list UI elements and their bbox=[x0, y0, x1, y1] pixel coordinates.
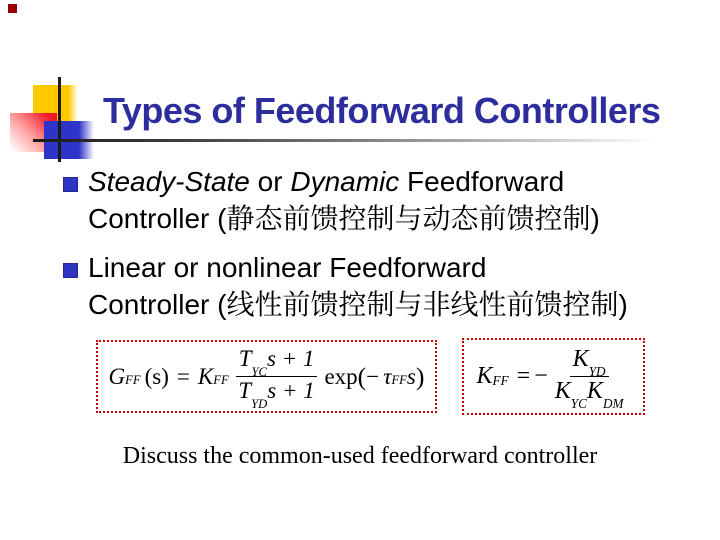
bullet-2-line2-chinese: 线性前馈控制与非线性前馈控制 bbox=[226, 290, 619, 321]
bullet-1-tail: Feedforward bbox=[399, 166, 565, 197]
formula-kff bbox=[476, 346, 631, 412]
bullet-1-or: or bbox=[249, 166, 291, 197]
formula2-K: K bbox=[476, 363, 493, 389]
bullet-2-line2-en: Controller ( bbox=[88, 289, 227, 320]
formula-box-gain bbox=[462, 338, 645, 415]
formula1-denominator bbox=[238, 377, 315, 412]
formula2-den-K2: K bbox=[586, 378, 603, 404]
bullet-1-line2-chinese: 静态前馈控制与动态前馈控制 bbox=[226, 204, 591, 235]
bullet-2 bbox=[88, 249, 708, 324]
formula1-fraction bbox=[236, 345, 318, 412]
formula-box-transfer-function bbox=[96, 340, 437, 413]
formula1-den-T-sub: YD bbox=[251, 397, 268, 412]
formula1-num-T-sub: YC bbox=[251, 364, 267, 379]
discussion-caption: Discuss the common-used feedforward controller bbox=[122, 443, 598, 469]
formula2-minus: − bbox=[534, 363, 548, 389]
title-underline-rule bbox=[33, 139, 683, 142]
formula1-num-T: T bbox=[238, 345, 252, 371]
formula1-minus: − bbox=[366, 363, 380, 389]
formula2-den-K1-sub: YC bbox=[570, 396, 587, 412]
formula1-tau: τ bbox=[383, 363, 392, 389]
formula2-num-K-sub: YD bbox=[588, 364, 606, 380]
formula2-equals: = bbox=[516, 363, 531, 389]
formula1-den-tail: s + 1 bbox=[267, 378, 315, 403]
bullet-1 bbox=[88, 163, 708, 238]
formula-gff bbox=[108, 345, 425, 412]
formula1-G-sub: FF bbox=[125, 373, 141, 388]
formula1-K-sub: FF bbox=[213, 373, 229, 388]
formula1-exp: exp bbox=[324, 363, 358, 389]
bullet-1-term-steady-state: Steady-State bbox=[88, 166, 250, 197]
bullet-2-line1: Linear or nonlinear Feedforward bbox=[88, 252, 487, 283]
bullet-2-line2-close: ) bbox=[618, 289, 628, 320]
formula2-K-sub: FF bbox=[492, 373, 509, 389]
formula1-equals: = bbox=[176, 363, 190, 389]
formula2-numerator bbox=[570, 346, 609, 380]
formula1-K: K bbox=[197, 363, 214, 389]
formula2-fraction bbox=[554, 346, 624, 412]
formula1-den-T: T bbox=[238, 378, 252, 403]
bullet-1-term-dynamic: Dynamic bbox=[290, 166, 400, 197]
formula2-den-K1: K bbox=[554, 378, 571, 404]
formula1-arg: (s) bbox=[144, 363, 169, 389]
formula1-num-tail: s + 1 bbox=[266, 345, 315, 371]
corner-red-square-icon bbox=[8, 4, 17, 13]
bullet-1-line2-close: ) bbox=[590, 203, 600, 234]
bullet-marker-1 bbox=[63, 177, 78, 192]
formula1-s: s bbox=[406, 363, 416, 389]
formula2-num-K: K bbox=[572, 346, 589, 373]
formula1-open-paren: ( bbox=[357, 361, 367, 391]
bullet-1-line2-en: Controller ( bbox=[88, 203, 227, 234]
formula1-close-paren: ) bbox=[415, 361, 425, 391]
formula1-numerator bbox=[236, 346, 318, 377]
slide-title: Types of Feedforward Controllers bbox=[103, 90, 661, 131]
bullet-marker-2 bbox=[63, 263, 78, 278]
formula1-G: G bbox=[108, 363, 126, 389]
formula1-tau-sub: FF bbox=[391, 373, 407, 388]
formula2-den-K2-sub: DM bbox=[602, 396, 624, 412]
vertical-rule bbox=[58, 77, 61, 162]
formula2-denominator bbox=[554, 377, 624, 412]
